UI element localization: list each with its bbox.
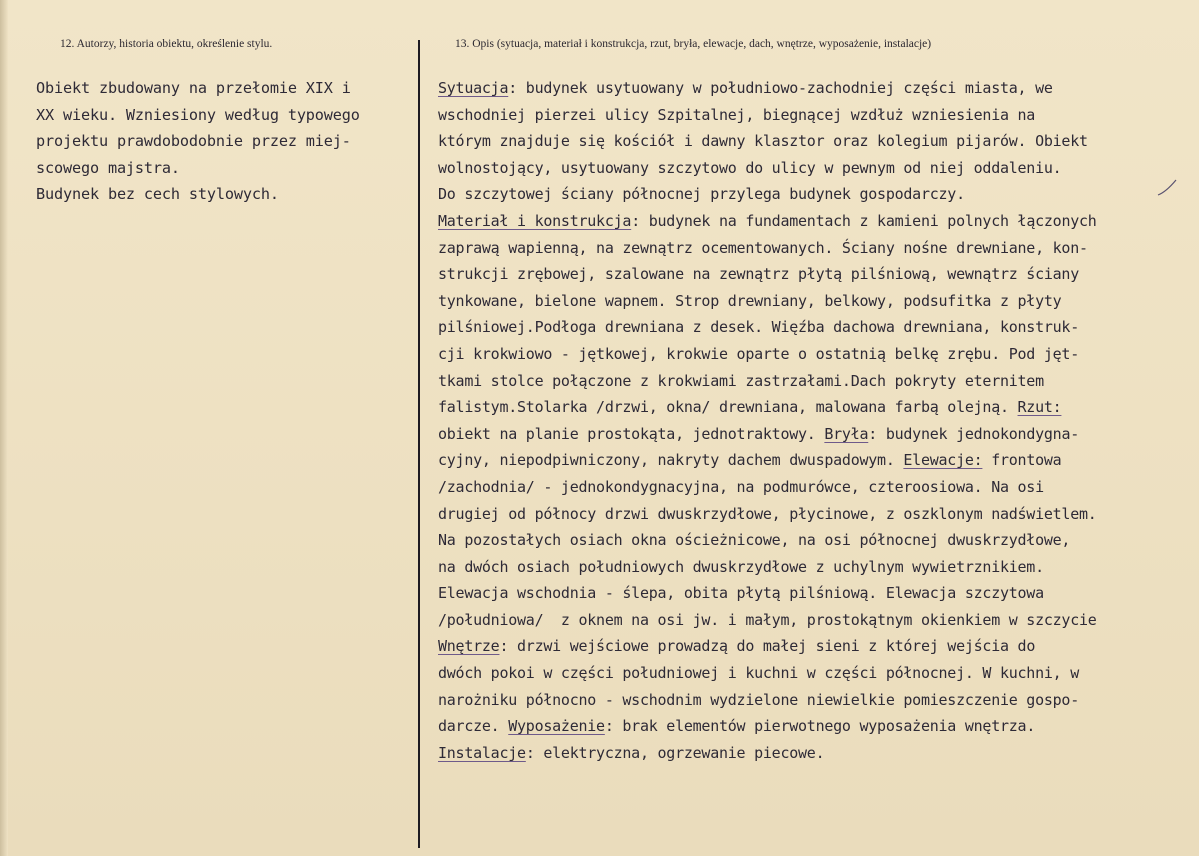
right-text: wolnostojący, usytuowany szczytowo do ulicy w pewnym od niej oddaleniu. xyxy=(438,158,1062,177)
right-text: drugiej od północy drzwi dwuskrzydłowe, płycinowe, z oszklonym nadświetlem. xyxy=(438,504,1097,523)
column-divider xyxy=(418,40,420,848)
right-text: Elewacja wschodnia - ślepa, obita płytą pilśniową. Elewacja szczytowa xyxy=(438,584,1044,603)
left-line: Budynek bez cech stylowych. xyxy=(36,185,279,204)
label-wyposazenie: Wyposażenie xyxy=(508,717,605,736)
right-text: falistym.Stolarka /drzwi, okna/ drewniana, malowana farbą olejną. xyxy=(438,398,1018,417)
sheet-edge-shadow xyxy=(0,0,8,856)
right-text: pilśniowej.Podłoga drewniana z desek. Więźba dachowa drewniana, konstruk- xyxy=(438,318,1079,337)
right-text: : budynek usytuowany w południowo-zachodniej części miasta, we xyxy=(508,79,1053,97)
right-text: tynkowane, bielone wapnem. Strop drewniany, belkowy, podsufitka z płyty xyxy=(438,291,1062,310)
right-text: wschodniej pierzei ulicy Szpitalnej, biegnącej wzdłuż wzniesienia na xyxy=(438,105,1036,124)
right-text: na dwóch osiach południowych dwuskrzydłowe z uchylnym wywietrznikiem. xyxy=(438,557,1044,576)
right-text: którym znajduje się kościół i dawny klasztor oraz kolegium pijarów. Obiekt xyxy=(438,132,1088,151)
right-text: zaprawą wapienną, na zewnątrz ocementowanych. Ściany nośne drewniane, kon- xyxy=(438,238,1088,257)
right-text: dwóch pokoi w części południowej i kuchni w części północnej. W kuchni, w xyxy=(438,664,1079,683)
label-wnetrze: Wnętrze xyxy=(438,637,500,656)
right-text: cji krokwiowo - jętkowej, krokwie oparte o ostatnią belkę zrębu. Pod jęt- xyxy=(438,344,1079,363)
right-text: frontowa xyxy=(982,451,1062,470)
right-text: strukcji zrębowej, szalowane na zewnątrz płytą pilśniową, wewnątrz ściany xyxy=(438,265,1079,284)
right-text: : brak elementów pierwotnego wyposażenia wnętrza. xyxy=(604,717,1036,736)
right-text: cyjny, niepodpiwniczony, nakryty dachem dwuspadowym. xyxy=(438,451,904,470)
label-instalacje: Instalacje xyxy=(438,743,526,762)
right-text: obiekt na planie prostokąta, jednotraktowy. xyxy=(438,424,825,443)
left-line: XX wieku. Wzniesiony według typowego xyxy=(36,105,360,124)
label-rzut: Rzut: xyxy=(1017,398,1062,417)
right-text: darcze. xyxy=(438,717,509,736)
right-text: : elektryczna, ogrzewanie piecowe. xyxy=(525,743,825,762)
section-12-header: 12. Autorzy, historia obiektu, określenie stylu. xyxy=(60,38,273,50)
section-13-text xyxy=(438,75,1097,766)
label-bryla: Bryła xyxy=(824,424,869,443)
right-text: /południowa/ z oknem na osi jw. i małym, prostokątnym okienkiem w szczycie xyxy=(438,610,1097,629)
right-text: : budynek jednokondygna- xyxy=(868,424,1080,443)
left-line: scowego majstra. xyxy=(36,158,180,177)
left-line: projektu prawdobodobnie przez miej- xyxy=(36,132,351,151)
section-13-header: 13. Opis (sytuacja, materiał i konstrukcja, rzut, bryła, elewacje, dach, wnętrze, wyposażenie, instalacje) xyxy=(455,38,932,50)
right-text: Na pozostałych osiach okna ościeżnicowe, na osi północnej dwuskrzydłowe, xyxy=(438,531,1071,550)
right-text: Do szczytowej ściany północnej przylega budynek gospodarczy. xyxy=(438,185,965,204)
left-line: Obiekt zbudowany na przełomie XIX i xyxy=(36,79,351,97)
label-elewacje: Elewacje: xyxy=(903,451,983,470)
section-12-text xyxy=(36,75,360,208)
label-sytuacja: Sytuacja xyxy=(438,79,509,97)
pencil-tick-mark xyxy=(1156,178,1178,198)
right-text: /zachodnia/ - jednokondygnacyjna, na podmurówce, czteroosiowa. Na osi xyxy=(438,477,1044,496)
right-text: : budynek na fundamentach z kamieni polnych łączonych xyxy=(631,211,1097,230)
right-text: : drzwi wejściowe prowadzą do małej sieni z której wejścia do xyxy=(499,637,1036,656)
label-material: Materiał i konstrukcja xyxy=(438,211,632,230)
right-text: tkami stolce połączone z krokwiami zastrzałami.Dach pokryty eternitem xyxy=(438,371,1044,390)
right-text: narożniku północno - wschodnim wydzielone niewielkie pomieszczenie gospo- xyxy=(438,690,1079,709)
